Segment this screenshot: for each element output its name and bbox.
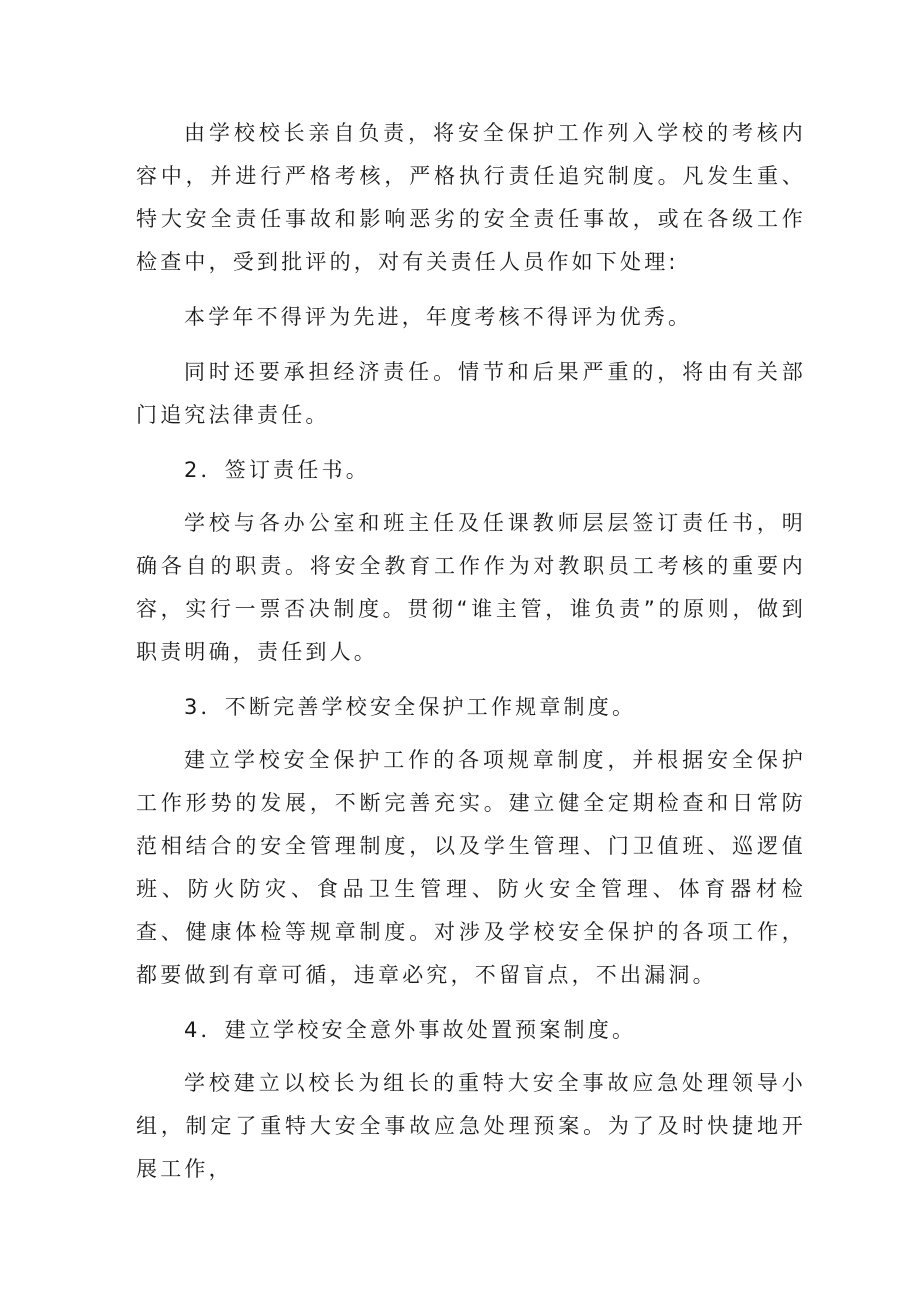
paragraph-responsibility-letter: 学校与各办公室和班主任及任课教师层层签订责任书，明确各自的职责。将安全教育工作作为对教职员工考核的重要内容，实行一票否决制度。贯彻“谁主管，谁负责”的原则，做到职责明确，责任到人。 <box>136 511 806 664</box>
paragraph-no-award: 本学年不得评为先进，年度考核不得评为优秀。 <box>184 305 693 329</box>
section-heading-2: 2．签订责任书。 <box>184 458 370 482</box>
paragraph-responsibility: 由学校校长亲自负责，将安全保护工作列入学校的考核内容中，并进行严格考核，严格执行责任追究制度。凡发生重、特大安全责任事故和影响恶劣的安全责任事故，或在各级工作检查中，受到批评的，对有关责任人员作如下处理: <box>136 121 806 274</box>
document-body <box>136 112 806 1203</box>
section-heading-3: 3．不断完善学校安全保护工作规章制度。 <box>184 695 637 719</box>
paragraph-rules-system: 建立学校安全保护工作的各项规章制度，并根据安全保护工作形势的发展，不断完善充实。建立健全定期检查和日常防范相结合的安全管理制度，以及学生管理、门卫值班、巡逻值班、防火防灾、食品卫生管理、防火安全管理、体育器材检查、健康体检等规章制度。对涉及学校安全保护的各项工作，都要做到有章可循，违章必究，不留盲点，不出漏洞。 <box>136 748 806 987</box>
paragraph-emergency-plan: 学校建立以校长为组长的重特大安全事故应急处理领导小组，制定了重特大安全事故应急处理预案。为了及时快捷地开展工作， <box>136 1071 806 1181</box>
paragraph-economic-liability: 同时还要承担经济责任。情节和后果严重的，将由有关部门追究法律责任。 <box>136 360 806 427</box>
section-heading-4: 4．建立学校安全意外事故处置预案制度。 <box>184 1018 637 1042</box>
